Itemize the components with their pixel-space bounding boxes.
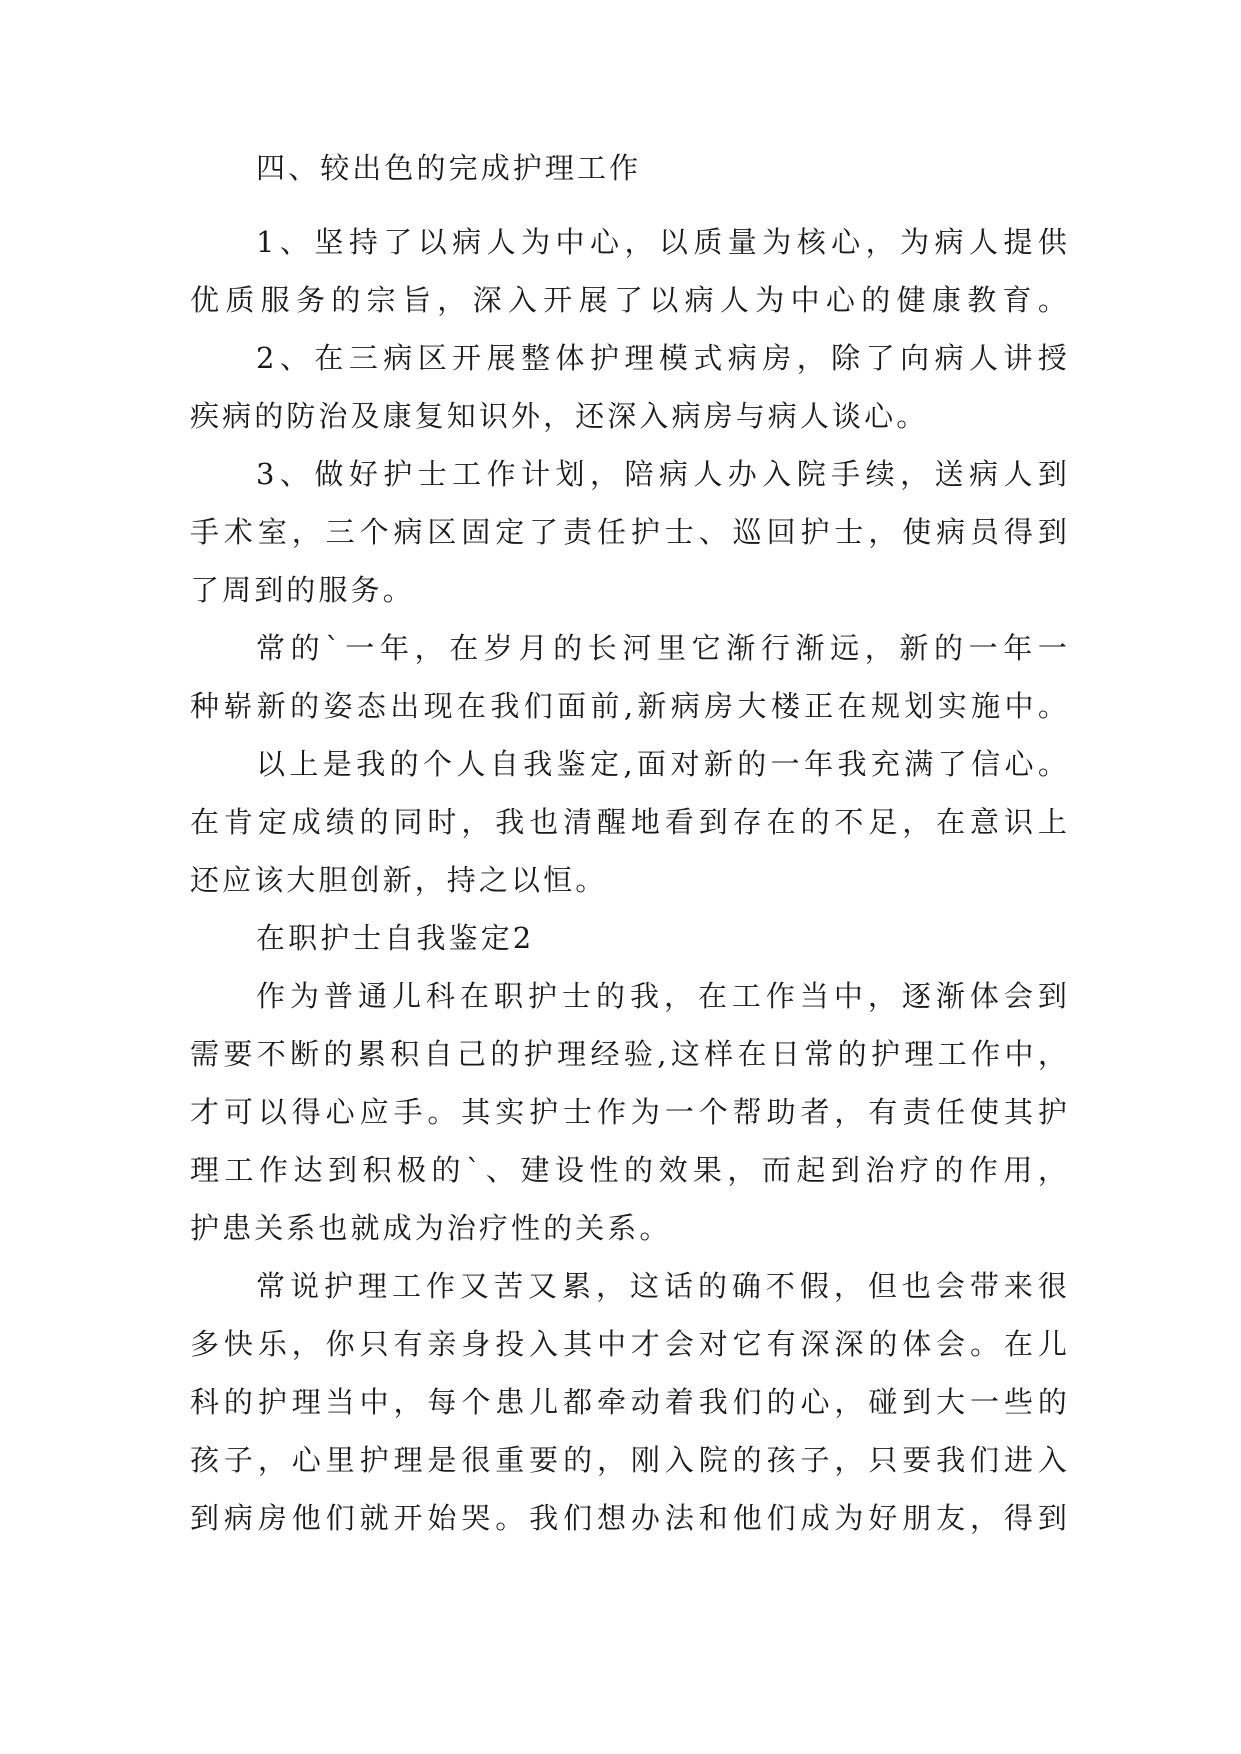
paragraph-line: 理工作达到积极的`、建设性的效果，而起到治疗的作用， [190, 1153, 1070, 1187]
paragraph-line: 1、坚持了以病人为中心，以质量为核心，为病人提供 [256, 225, 1070, 259]
paragraph-line: 孩子，心里护理是很重要的，刚入院的孩子，只要我们进入 [190, 1443, 1070, 1477]
paragraph-line: 以上是我的个人自我鉴定,面对新的一年我充满了信心。 [256, 747, 1070, 781]
paragraph-line: 2、在三病区开展整体护理模式病房，除了向病人讲授 [256, 341, 1070, 375]
paragraph-line: 到病房他们就开始哭。我们想办法和他们成为好朋友，得到 [190, 1501, 1070, 1535]
paragraph-line: 3、做好护士工作计划，陪病人办入院手续，送病人到 [256, 457, 1070, 491]
paragraph-line: 疾病的防治及康复知识外，还深入病房与病人谈心。 [190, 399, 929, 433]
paragraph-line: 常的`一年，在岁月的长河里它渐行渐远，新的一年一 [256, 631, 1070, 665]
paragraph-line: 护患关系也就成为治疗性的关系。 [190, 1211, 672, 1245]
paragraph-line: 科的护理当中，每个患儿都牵动着我们的心，碰到大一些的 [190, 1385, 1070, 1419]
paragraph-line: 了周到的服务。 [190, 573, 415, 607]
paragraph-line: 多快乐，你只有亲身投入其中才会对它有深深的体会。在儿 [190, 1327, 1070, 1361]
paragraph-line: 种崭新的姿态出现在我们面前,新病房大楼正在规划实施中。 [190, 689, 1070, 723]
paragraph-line: 需要不断的累积自己的护理经验,这样在日常的护理工作中， [190, 1037, 1070, 1071]
section-heading: 四、较出色的完成护理工作 [256, 151, 642, 185]
section-heading: 在职护士自我鉴定2 [256, 921, 535, 955]
paragraph-line: 作为普通儿科在职护士的我，在工作当中，逐渐体会到 [256, 979, 1070, 1013]
paragraph-line: 在肯定成绩的同时，我也清醒地看到存在的不足，在意识上 [190, 805, 1070, 839]
paragraph-line: 才可以得心应手。其实护士作为一个帮助者，有责任使其护 [190, 1095, 1070, 1129]
paragraph-line: 常说护理工作又苦又累，这话的确不假，但也会带来很 [256, 1269, 1070, 1303]
paragraph-line: 还应该大胆创新，持之以恒。 [190, 863, 608, 897]
paragraph-line: 优质服务的宗旨，深入开展了以病人为中心的健康教育。 [190, 283, 1070, 317]
paragraph-line: 手术室，三个病区固定了责任护士、巡回护士，使病员得到 [190, 515, 1070, 549]
